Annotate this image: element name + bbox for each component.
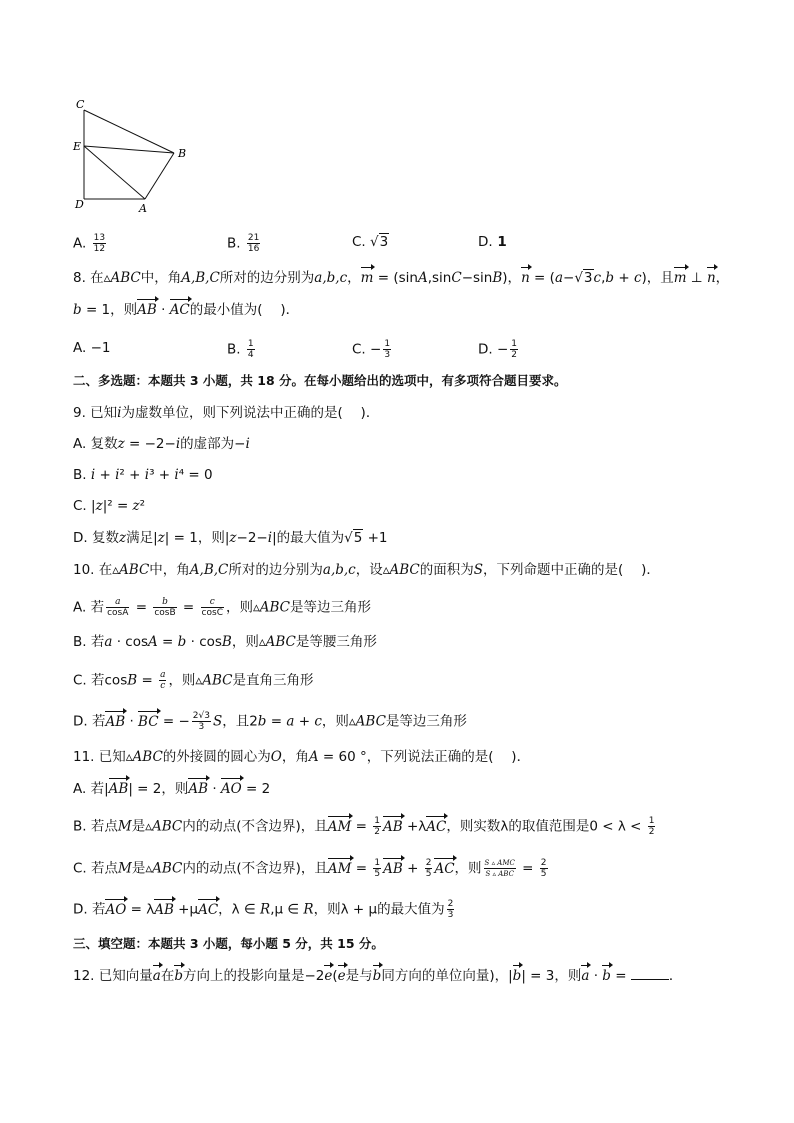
q11-stem: 11. 已知▵ABC的外接圆的圆心为O，角A = 60 °，下列说法正确的是( )． xyxy=(73,749,531,765)
q11-option-a[interactable]: A. 若|AB| = 2，则AB · AO = 2 xyxy=(73,781,271,797)
geometry-figure xyxy=(0,0,794,230)
q9-option-a[interactable]: A. 复数z = −2−i的虚部为−i xyxy=(73,436,250,452)
vector-n: n xyxy=(521,270,530,286)
label-C: C xyxy=(76,98,85,111)
q9-stem: 9. 已知i为虚数单位，则下列说法中正确的是( )． xyxy=(73,405,380,421)
q8-option-a[interactable]: A. −1 xyxy=(73,340,111,356)
section-3-heading: 三、填空题：本题共 3 小题，每小题 5 分，共 15 分。 xyxy=(73,936,384,951)
q11-option-c[interactable]: C. 若点M是▵ABC内的动点(不含边界)，且AM = $\frac{1}{5}$ AB + $\frac{2}{5}$ AC，则 $\frac{\text{S ▵ AMC}}{\text{S ▵ ABC}}$ = $\frac{2}{5}$ xyxy=(73,858,547,879)
q7-option-c[interactable]: C. √3 xyxy=(352,234,389,250)
q9-option-b[interactable]: B. i + i² + i³ + i⁴ = 0 xyxy=(73,467,213,483)
label-A: A xyxy=(139,202,147,215)
section-2-heading: 二、多选题：本题共 3 小题，共 18 分。在每小题给出的选项中，有多项符合题目要求。 xyxy=(73,373,567,388)
q7-option-a[interactable]: A. $\frac{13}{12}$ xyxy=(73,233,106,254)
q9-option-d[interactable]: D. 复数z满足|z| = 1，则|z−2−i|的最大值为√5 +1 xyxy=(73,530,388,546)
vector-m: m xyxy=(360,270,374,286)
q10-stem: 10. 在▵ABC中，角A,B,C所对的边分别为a,b,c，设▵ABC的面积为S，下列命题中正确的是( )． xyxy=(73,562,660,578)
q11-option-b[interactable]: B. 若点M是▵ABC内的动点(不含边界)，且AM = $\frac{1}{2}$ AB +λAC，则实数λ的取值范围是0 < λ < $\frac{1}{2}$ xyxy=(73,816,655,837)
q8-option-c[interactable]: C. − $\frac{1}{3}$ xyxy=(352,339,391,360)
q7-option-d[interactable]: D. 1 xyxy=(478,234,507,250)
q10-option-d[interactable]: D. 若AB · BC = − $\frac{2√3}{3}$ S，且2b = a + c，则▵ABC是等边三角形 xyxy=(73,711,467,732)
q9-option-c[interactable]: C. |z|² = z² xyxy=(73,498,146,514)
q8-option-d[interactable]: D. − $\frac{1}{2}$ xyxy=(478,339,518,360)
q10-option-c[interactable]: C. 若cosB = $\frac{a}{c}$ ，则▵ABC是直角三角形 xyxy=(73,670,314,691)
q10-option-a[interactable]: A. 若 $\frac{a}{\cos A}$ = $\frac{b}{\cos B}$ = $\frac{c}{\cos C}$ ，则▵ABC是等边三角形 xyxy=(73,597,372,618)
q8-stem-line2: b = 1，则AB · AC的最小值为( )． xyxy=(73,302,300,318)
q10-option-b[interactable]: B. 若a · cosA = b · cosB，则▵ABC是等腰三角形 xyxy=(73,634,377,650)
answer-blank[interactable] xyxy=(631,967,669,980)
q12-stem: 12. 已知向量a在b方向上的投影向量是−2e(e是与b同方向的单位向量)，|b| = 3，则a · b = ． xyxy=(73,968,683,984)
label-D: D xyxy=(75,198,84,211)
label-E: E xyxy=(73,140,82,153)
q7-option-b[interactable]: B. $\frac{21}{16}$ xyxy=(227,233,260,254)
label-B: B xyxy=(178,147,187,160)
q8-stem-line1: 8. 在▵ABC中，角A,B,C所对的边分别为a,b,c，m = (sinA,sinC−sinB)，n = (a−√3c,b + c)，且m ⊥ n， xyxy=(73,270,730,286)
q8-option-b[interactable]: B. $\frac{1}{4}$ xyxy=(227,339,254,360)
sqrt-symbol: √3 xyxy=(370,234,389,250)
q11-option-d[interactable]: D. 若AO = λAB +μAC，λ ∈ R,μ ∈ R，则λ + μ的最大值为 $\frac{2}{3}$ xyxy=(73,899,454,920)
